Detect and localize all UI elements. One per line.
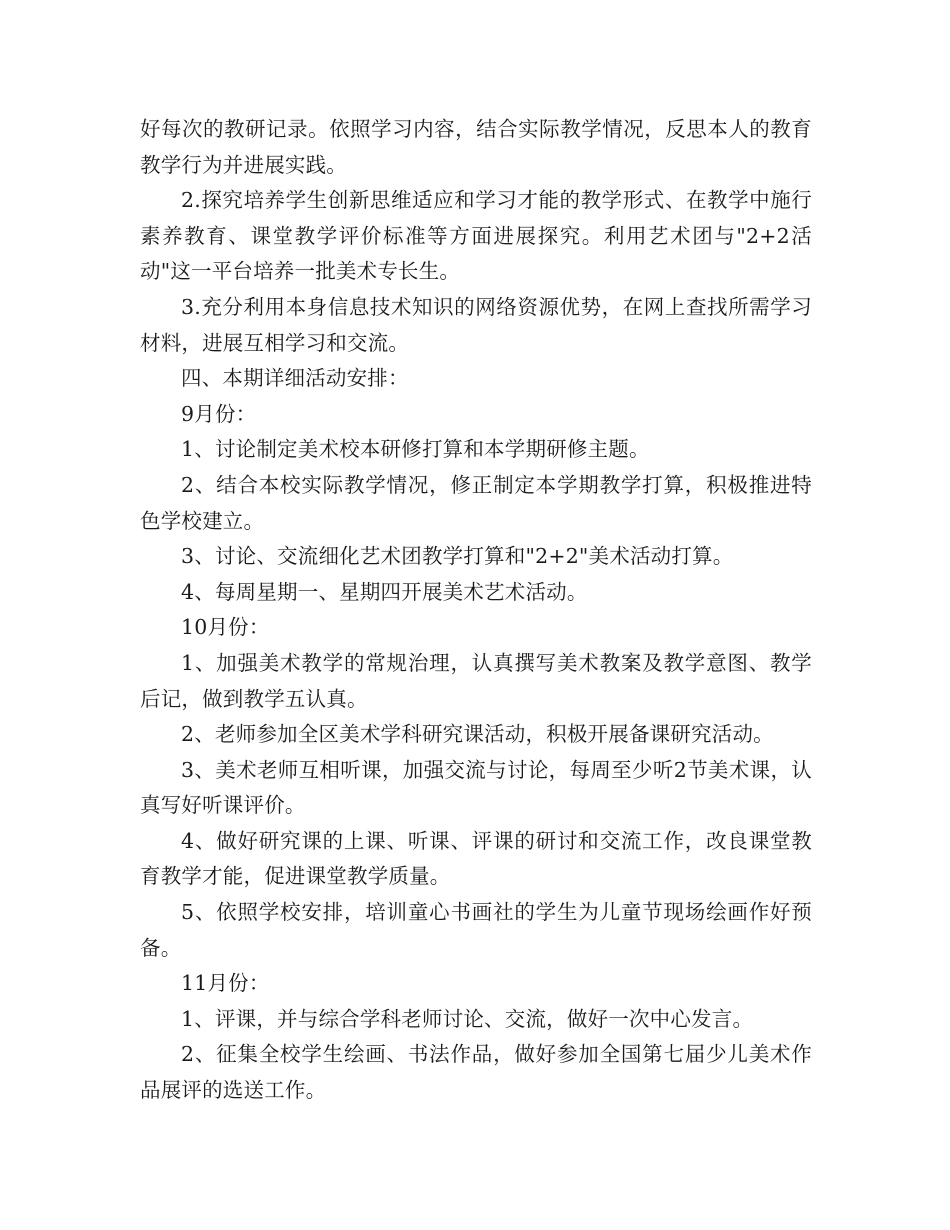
list-item: 2、老师参加全区美术学科研究课活动，积极开展备课研究活动。: [181, 722, 774, 747]
month-heading: 9月份：: [181, 401, 257, 426]
paragraph: 3.充分利用本身信息技术知识的网络资源优势，在网上查找所需学习材料，进展互相学习和交流。: [140, 294, 812, 355]
list-item: 3、讨论、交流细化艺术团教学打算和"2+2"美术活动打算。: [181, 544, 734, 569]
section-heading: 四、本期详细活动安排：: [181, 366, 409, 391]
list-item: 4、每周星期一、星期四开展美术艺术活动。: [181, 579, 588, 604]
document-body: [140, 112, 812, 1109]
list-item: 1、讨论制定美术校本研修打算和本学期研修主题。: [181, 437, 650, 462]
list-item: 1、加强美术教学的常规治理，认真撰写美术教案及教学意图、教学后记，做到教学五认真。: [140, 650, 812, 711]
paragraph: 好每次的教研记录。依照学习内容，结合实际教学情况，反思本人的教育教学行为并进展实践。: [140, 117, 812, 177]
list-item: 3、美术老师互相听课，加强交流与讨论，每周至少听2节美术课，认真写好听课评价。: [140, 757, 812, 818]
list-item: 4、做好研究课的上课、听课、评课的研讨和交流工作，改良课堂教育教学才能，促进课堂教学质量。: [140, 828, 812, 889]
month-heading: 11月份：: [181, 971, 270, 996]
list-item: 5、依照学校安排，培训童心书画社的学生为儿童节现场绘画作好预备。: [140, 900, 812, 960]
list-item: 2、征集全校学生绘画、书法作品，做好参加全国第七届少儿美术作品展评的选送工作。: [140, 1042, 812, 1103]
paragraph: 2.探究培养学生创新思维适应和学习才能的教学形式、在教学中施行素养教育、课堂教学评价标准等方面进展探究。利用艺术团与"2+2活动"这一平台培养一批美术专长生。: [140, 188, 812, 284]
month-heading: 10月份：: [181, 615, 270, 640]
list-item: 2、结合本校实际教学情况，修正制定本学期教学打算，积极推进特色学校建立。: [140, 472, 812, 533]
list-item: 1、评课，并与综合学科老师讨论、交流，做好一次中心发言。: [181, 1006, 754, 1031]
